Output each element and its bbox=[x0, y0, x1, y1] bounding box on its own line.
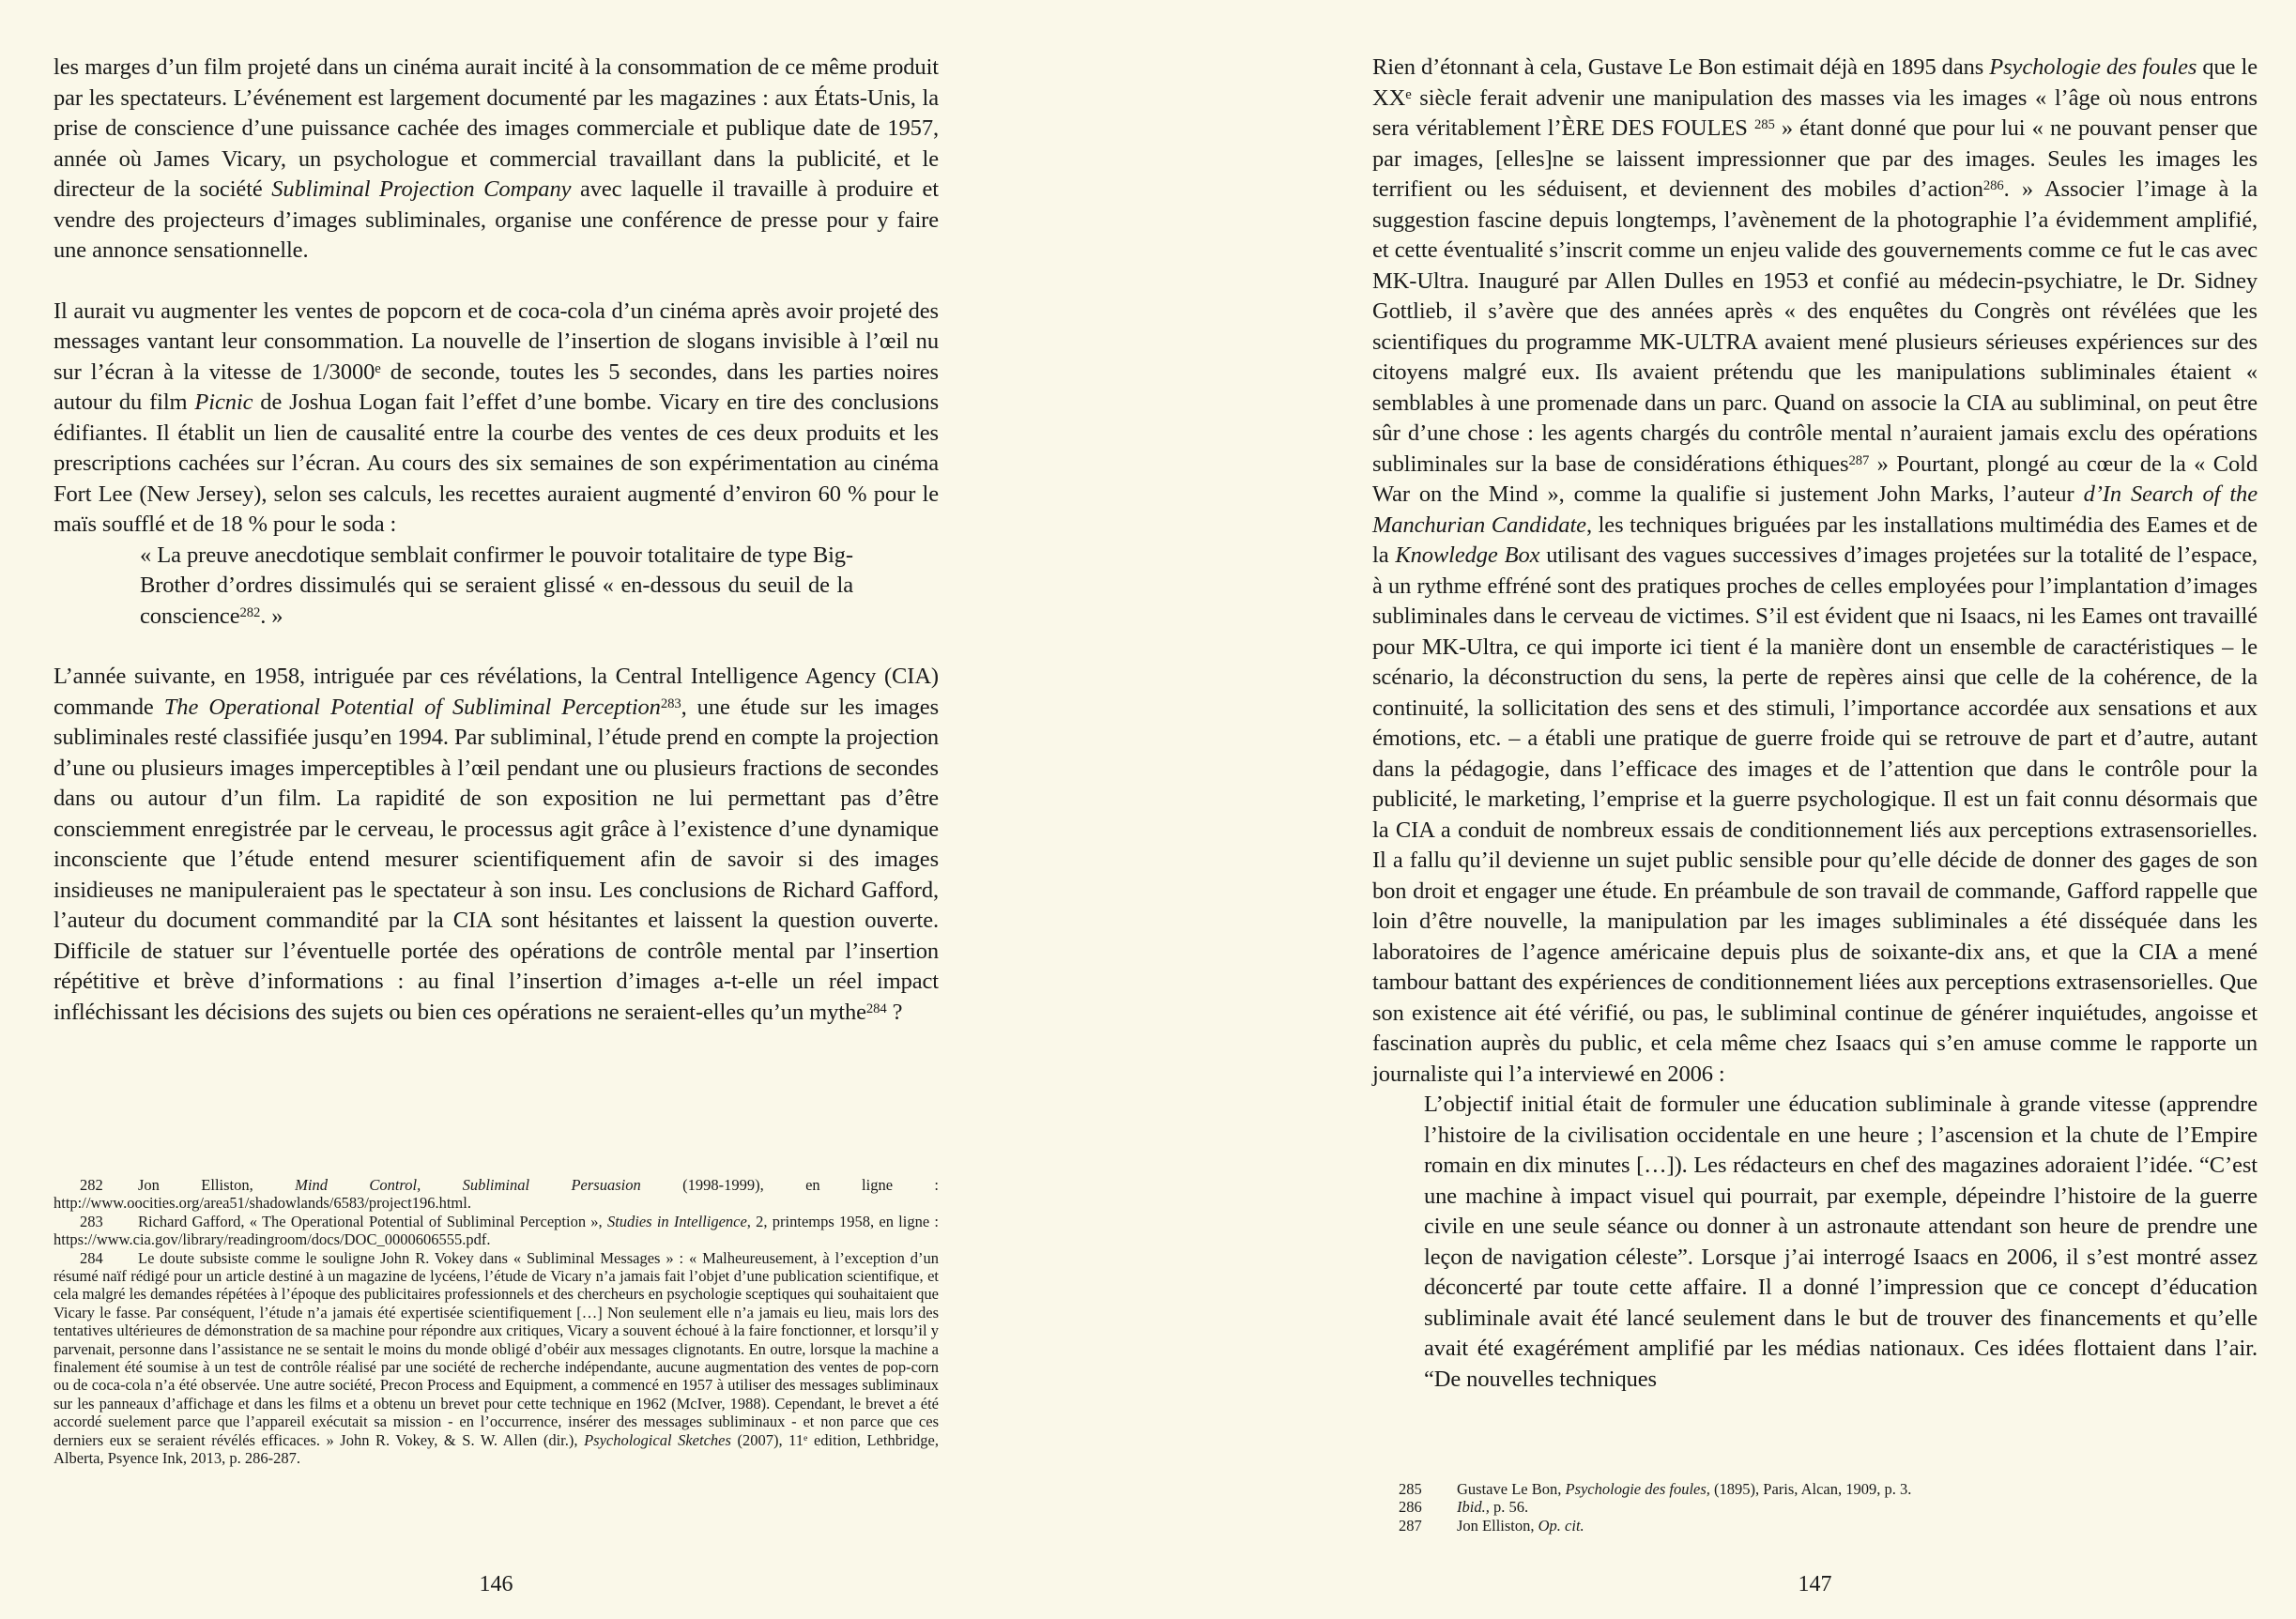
footnote-number: 287 bbox=[1399, 1516, 1422, 1535]
footnote bbox=[1372, 1498, 2258, 1516]
footnote-text: Jon Elliston, Mind Control, Subliminal Persuasion (1998-1999), en ligne : http://www.oocities.org/area51/shadowlands/6583/project196.html. bbox=[54, 1176, 939, 1213]
footnote-number: 282 bbox=[80, 1176, 103, 1194]
footnote-text: Richard Gafford, « The Operational Potential of Subliminal Perception », Studies in Intelligence, 2, printemps 1958, en ligne : https://www.cia.gov/library/readingroom/docs/DOC_0000606555.pdf. bbox=[54, 1212, 940, 1249]
footnote-number: 284 bbox=[80, 1248, 103, 1267]
page-left-text-block bbox=[54, 53, 939, 1028]
footnotes-left bbox=[54, 1176, 939, 1468]
quote-block: « La preuve anecdotique semblait confirmer le pouvoir totalitaire de type Big-Brother d’ordres dissimulés qui se seraient glissé « en-dessous du seuil de la conscience$^{282}$. » bbox=[140, 542, 853, 629]
footnotes-right bbox=[1372, 1480, 2258, 1535]
footnote bbox=[1372, 1517, 2258, 1535]
page-number: 146 bbox=[479, 1572, 513, 1596]
page-right-text-block bbox=[1372, 53, 2258, 1395]
footnote-number: 285 bbox=[1399, 1480, 1422, 1498]
page-right bbox=[1148, 0, 2296, 1619]
page-number: 147 bbox=[1798, 1572, 1832, 1596]
footnote bbox=[1372, 1480, 2258, 1498]
footnote-text: Le doute subsiste comme le souligne John R. Vokey dans « Subliminal Messages » : « Malheureusement, à l’exception d’un résumé naïf rédigé pour un article destiné à un magazine de lycéens, l’étude de Vicary n’a jamais fait l’objet d’une publication scientifique, et cela malgré les demandes répétées à l’époque des publicitaires professionnels et des chercheurs en psychologie sceptiques qui souhaitaient que Vicary le fasse. Par conséquent, l’étude n’a jamais été expertisée scientifiquement […] Non seulement elle n’a jamais eu lieu, mais lors des tentatives ultérieures de démonstration de sa machine pour répondre aux critiques, Vicary a souvent échoué à la faire fonctionner, et lorsqu’il y parvenait, personne dans l’assistance ne se sentait le moins du monde obligé d’obéir aux messages clignotants. En outre, lorsque la machine a finalement été soumise à un test de contrôle réalisé par une société de recherche indépendante, aucune augmentation des ventes de pop-corn ou de coca-cola n’a été observée. Une autre société, Precon Process and Equipment, a commencé en 1957 à utiliser des messages subliminaux sur les panneaux d’affichage et dans les films et a obtenu un brevet pour cette technique en 1962 (McIver, 1988). Cependant, le brevet a été accordé suelement parce que l’appareil exécutait sa mission - en l’occurrence, insérer des messages subliminaux - et non parce que ces derniers eux se seraient révélés efficaces. » John R. Vokey, & S. W. Allen (dir.), Psychological Sketches (2007), 11e edition, Lethbridge, Alberta, Psyence Ink, 2013, p. 286-287. bbox=[54, 1248, 939, 1468]
footnote-number: 286 bbox=[1399, 1498, 1422, 1517]
footnote-text: Gustave Le Bon, Psychologie des foules, (1895), Paris, Alcan, 1909, p. 3. bbox=[1457, 1480, 1912, 1498]
footnote-text: Jon Elliston, Op. cit. bbox=[1457, 1516, 1584, 1535]
footnote bbox=[54, 1249, 939, 1468]
paragraph: L’année suivante, en 1958, intriguée par ces révélations, la Central Intelligence Agency (CIA) commande The Operational Potential of Subliminal Perception$^{283}$, une étude sur les images subliminales resté classifiée jusqu’en 1994. Par subliminal, l’étude prend en compte la projection d’une ou plusieurs images imperceptibles à l’œil pendant une ou plusieurs fractions de secondes dans ou autour d’un film. La rapidité de son exposition ne lui permettant pas d’être consciemment enregistrée par le cerveau, le processus agit grâce à l’existence d’une dynamique inconsciente que l’étude entend mesurer scientifiquement afin de savoir si des images insidieuses ne manipuleraient pas le spectateur à son insu. Les conclusions de Richard Gafford, l’auteur du document commandité par la CIA sont hésitantes et laissent la question ouverte. Difficile de statuer sur l’éventuelle portée des opérations de contrôle mental par l’insertion répétitive et brève d’informations : au final l’insertion d’images a-t-elle un réel impact infléchissant les décisions des sujets ou bien ces opérations ne seraient-elles qu’un mythe$^{284}$ ? bbox=[54, 664, 939, 1025]
paragraph: les marges d’un film projeté dans un cinéma aurait incité à la consommation de ce même produit par les spectateurs. L’événement est largement documenté par les magazines : aux États-Unis, la prise de conscience d’une puissance cachée des images commerciale et publique date de 1957, année où James Vicary, un psychologue et commercial travaillant dans la publicité, et le directeur de la société Subliminal Projection Company avec laquelle il travaille à produire et vendre des projecteurs d’images subliminales, organise une conférence de presse pour y faire une annonce sensationnelle. bbox=[54, 54, 939, 263]
paragraph: Rien d’étonnant à cela, Gustave Le Bon estimait déjà en 1895 dans Psychologie des foules que le XXe siècle ferait advenir une manipulation des masses via les images « l’âge où nous entrons sera véritablement l’ÈRE DES FOULES $^{285}$ » étant donné que pour lui « ne pouvant penser que par images, [elles]ne se laissent impressionner que par des images. Seules les images les terrifient ou les séduisent, et deviennent des mobiles d’action$^{286}$. » Associer l’image à la suggestion fascine depuis longtemps, l’avènement de la photographie l’a évidemment amplifié, et cette éventualité s’inscrit comme un enjeu valide des gouvernements comme ce fut le cas avec MK-Ultra. Inauguré par Allen Dulles en 1953 et confié au médecin-psychiatre, le Dr. Sidney Gottlieb, il s’avère que des années après « des enquêtes du Congrès ont révélées que les scientifiques du programme MK-ULTRA avaient mené plusieurs sérieuses expériences sur des citoyens malgré eux. Ils avaient prétendu que les manipulations subliminales étaient « semblables à une promenade dans un parc. Quand on associe la CIA au subliminal, on peut être sûr d’une chose : les agents chargés du contrôle mental n’auraient jamais exclu des opérations subliminales sur la base de considérations éthiques$^{287}$ » Pourtant, plongé au cœur de la « Cold War on the Mind », comme la qualifie si justement John Marks, l’auteur d’In Search of the Manchurian Candidate, les techniques briguées par les installations multimédia des Eames et de la Knowledge Box utilisant des vagues successives d’images projetées sur la totalité de l’espace, à un rythme effréné sont des pratiques proches de celles employées pour l’implantation d’images subliminales dans le cerveau de victimes. S’il est évident que ni Isaacs, ni les Eames ont travaillé pour MK-Ultra, ce qui importe ici tient é la manière dont un ensemble de caractéristiques – le scénario, la déconstruction du sens, la perte de repères ainsi que celle de la cohérence, de la continuité, la sollicitation des sens et des stimuli, l’importance accordée aux sensations et aux émotions, etc. – a établi une pratique de guerre froide qui se retrouve de part et d’autre, autant dans la pédagogie, dans l’efficace des images et de l’attention que dans le contrôle pour la publicité, le marketing, l’emprise et la guerre psychologique. Il est un fait connu désormais que la CIA a conduit de nombreux essais de conditionnement liés aux perceptions extrasensorielles. Il a fallu qu’il devienne un sujet public sensible pour qu’elle décide de donner des gages de son bon droit et engager une étude. En préambule de son travail de commande, Gafford rappelle que loin d’être nouvelle, la manipulation par les images subliminales a été disséquée dans les laboratoires de l’agence américaine depuis plus de soixante-dix ans, et que la CIA a mené tambour battant des expériences de conditionnement liées aux perceptions extrasensorielles. Que son existence ait été vérifié, ou pas, le subliminal continue de générer inquiétudes, angoisse et fascination auprès du public, et cela même chez Isaacs qui s’en amuse comme le rapporte un journaliste qui l’a interviewé en 2006 : bbox=[1372, 54, 2258, 1087]
footnote bbox=[54, 1176, 939, 1213]
quote-block: L’objectif initial était de formuler une éducation subliminale à grande vitesse (apprendre l’histoire de la civilisation occidentale en une heure ; l’ascension et la chute de l’Empire romain en dix minutes […]). Les rédacteurs en chef des magazines adoraient l’idée. “C’est une machine à impact visuel qui pourrait, par exemple, dépeindre l’histoire de la guerre civile en une seule séance ou donner à un astronaute attendant son heure de prendre une leçon de navigation céleste”. Lorsque j’ai interrogé Isaacs en 2006, il s’est montré assez déconcerté par toute cette affaire. Il a donné l’impression que ce concept d’éducation subliminale avait été lancé seulement dans le but de trouver des financements et qu’elle avait été exagérément amplifié par les médias nationaux. Ces idées flottaient dans l’air. “De nouvelles techniques bbox=[1424, 1092, 2258, 1392]
footnote bbox=[54, 1213, 939, 1249]
footnote-number: 283 bbox=[80, 1212, 103, 1230]
paragraph: Il aurait vu augmenter les ventes de popcorn et de coca-cola d’un cinéma après avoir projeté des messages vantant leur consommation. La nouvelle de l’insertion de slogans invisible à l’œil nu sur l’écran à la vitesse de 1/3000e de seconde, toutes les 5 secondes, dans les parties noires autour du film Picnic de Joshua Logan fait l’effet d’une bombe. Vicary en tire des conclusions édifiantes. Il établit un lien de causalité entre la courbe des ventes de ces deux produits et les prescriptions cachées sur l’écran. Au cours des six semaines de son expérimentation au cinéma Fort Lee (New Jersey), selon ses calculs, les recettes auraient augmenté d’environ 60 % pour le maïs soufflé et de 18 % pour le soda : bbox=[54, 298, 939, 537]
footnote-text: Ibid., p. 56. bbox=[1457, 1498, 1529, 1517]
